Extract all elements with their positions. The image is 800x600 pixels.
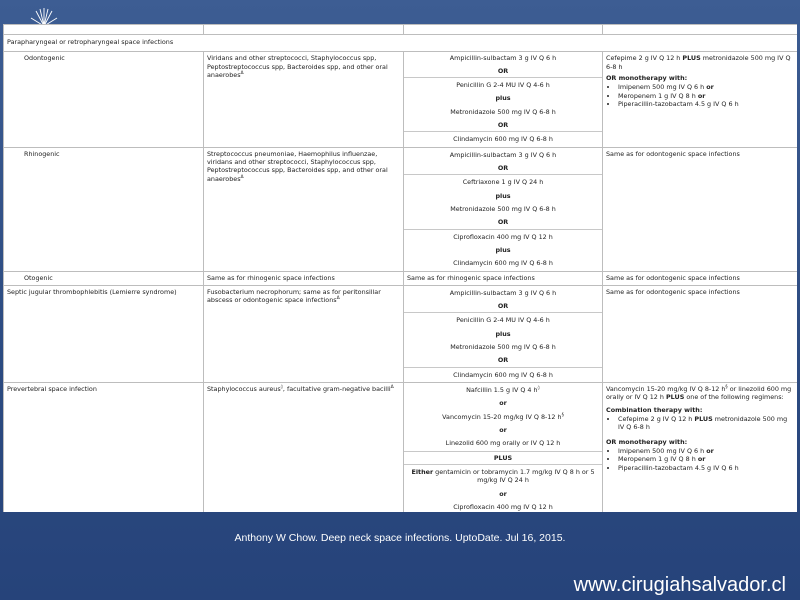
citation-caption: Anthony W Chow. Deep neck space infections. UptoDate. Jul 16, 2015. bbox=[234, 532, 566, 544]
list-item: • Cefepime 2 g IV Q 12 h PLUS metronidazole 500 mg IV Q 6-8 h bbox=[618, 415, 794, 432]
list-item: • Piperacillin-tazobactam 4.5 g IV Q 6 h bbox=[618, 464, 794, 472]
section-title-row bbox=[4, 35, 798, 52]
website-url[interactable]: www.cirugiahsalvador.cl bbox=[573, 574, 786, 596]
table-header-row bbox=[4, 25, 798, 35]
alternative-cell: Same as for odontogenic space infections bbox=[603, 285, 798, 382]
list-item: • Meropenem 1 g IV Q 8 h or bbox=[618, 92, 794, 100]
infection-name: Otogenic bbox=[4, 271, 204, 285]
infection-name: Odontogenic bbox=[4, 52, 204, 147]
organisms-cell: Streptococcus pneumoniae, Haemophilus influenzae, viridans and other streptococci, Staphylococcus spp, Peptostreptococcus spp, Bacteroides spp, and other oral anaerobes$^\Delta$ bbox=[204, 147, 404, 271]
regimen-cell: Nafcillin 1.5 g IV Q 4 h◊ or Vancomycin 15-20 mg/kg IV Q 8-12 h§ or Linezolid 600 mg orally or IV Q 12 h PLUS Either gentamicin or tobramycin 1.7 mg/kg IV Q 8 h or 5 mg/kg IV Q 24 h or Ciprofloxacin 400 mg IV Q 12 h bbox=[404, 382, 603, 512]
list-item: • Imipenem 500 mg IV Q 6 h or bbox=[618, 83, 794, 91]
table-row bbox=[4, 271, 798, 285]
table-row bbox=[4, 285, 798, 382]
list-item: • Imipenem 500 mg IV Q 6 h or bbox=[618, 447, 794, 455]
infection-name: Prevertebral space infection bbox=[4, 382, 204, 512]
organisms-cell: Viridans and other streptococci, Staphylococcus spp, Peptostreptococcus spp, Bacteroides spp, and other oral anaerobes$^\Delta$ bbox=[204, 52, 404, 147]
organisms-cell: Staphylococcus aureus◊, facultative gram-negative bacilli$^\Delta$ bbox=[204, 382, 404, 512]
infection-name: Rhinogenic bbox=[4, 147, 204, 271]
regimen-cell: Ampicillin-sulbactam 3 g IV Q 6 h OR Ceftriaxone 1 g IV Q 24 h plus Metronidazole 500 mg IV Q 6-8 h OR Ciprofloxacin 400 mg IV Q 12 h plus Clindamycin 600 mg IV Q 6-8 h bbox=[404, 147, 603, 271]
regimen-cell: Ampicillin-sulbactam 3 g IV Q 6 h OR Penicillin G 2-4 MU IV Q 4-6 h plus Metronidazole 500 mg IV Q 6-8 h OR Clindamycin 600 mg IV Q 6-8 h bbox=[404, 285, 603, 382]
regimen-cell: Same as for rhinogenic space infections bbox=[404, 271, 603, 285]
monotherapy-list bbox=[606, 447, 794, 472]
document-panel bbox=[3, 24, 797, 512]
antibiotic-table bbox=[3, 24, 797, 512]
organisms-cell: Same as for rhinogenic space infections bbox=[204, 271, 404, 285]
table-row bbox=[4, 52, 798, 147]
regimen-cell: Ampicillin-sulbactam 3 g IV Q 6 h OR Penicillin G 2-4 MU IV Q 4-6 h plus Metronidazole 500 mg IV Q 6-8 h OR Clindamycin 600 mg IV Q 6-8 h bbox=[404, 52, 603, 147]
alternative-cell: Cefepime 2 g IV Q 12 h PLUS metronidazole 500 mg IV Q 6-8 h OR monotherapy with: • Imipenem 500 mg IV Q 6 h or • Meropenem 1 g IV Q 8 h or • Piperacillin-tazobactam 4.5 g IV Q 6 h bbox=[603, 52, 798, 147]
list-item: • Meropenem 1 g IV Q 8 h or bbox=[618, 455, 794, 463]
table-row bbox=[4, 382, 798, 512]
infection-name: Septic jugular thrombophlebitis (Lemierre syndrome) bbox=[4, 285, 204, 382]
organisms-cell: Fusobacterium necrophorum; same as for peritonsillar abscess or odontogenic space infections$^\Delta$ bbox=[204, 285, 404, 382]
alternative-cell: Same as for odontogenic space infections bbox=[603, 147, 798, 271]
alternative-cell: Vancomycin 15-20 mg/kg IV Q 8-12 h§ or linezolid 600 mg orally or IV Q 12 h PLUS one of the following regimens: Combination therapy with: • Cefepime 2 g IV Q 12 h PLUS metronidazole 500 mg IV Q 6-8 h OR monotherapy with: • Imipenem 500 mg IV Q 6 h or • Meropenem 1 g IV Q 8 h or • Piperacillin-tazobactam 4.5 g IV Q 6 h bbox=[603, 382, 798, 512]
combination-list bbox=[606, 415, 794, 432]
table-row bbox=[4, 147, 798, 271]
monotherapy-list bbox=[606, 83, 794, 108]
list-item: • Piperacillin-tazobactam 4.5 g IV Q 6 h bbox=[618, 100, 794, 108]
section-title: Parapharyngeal or retropharyngeal space infections bbox=[4, 35, 798, 52]
alternative-cell: Same as for odontogenic space infections bbox=[603, 271, 798, 285]
